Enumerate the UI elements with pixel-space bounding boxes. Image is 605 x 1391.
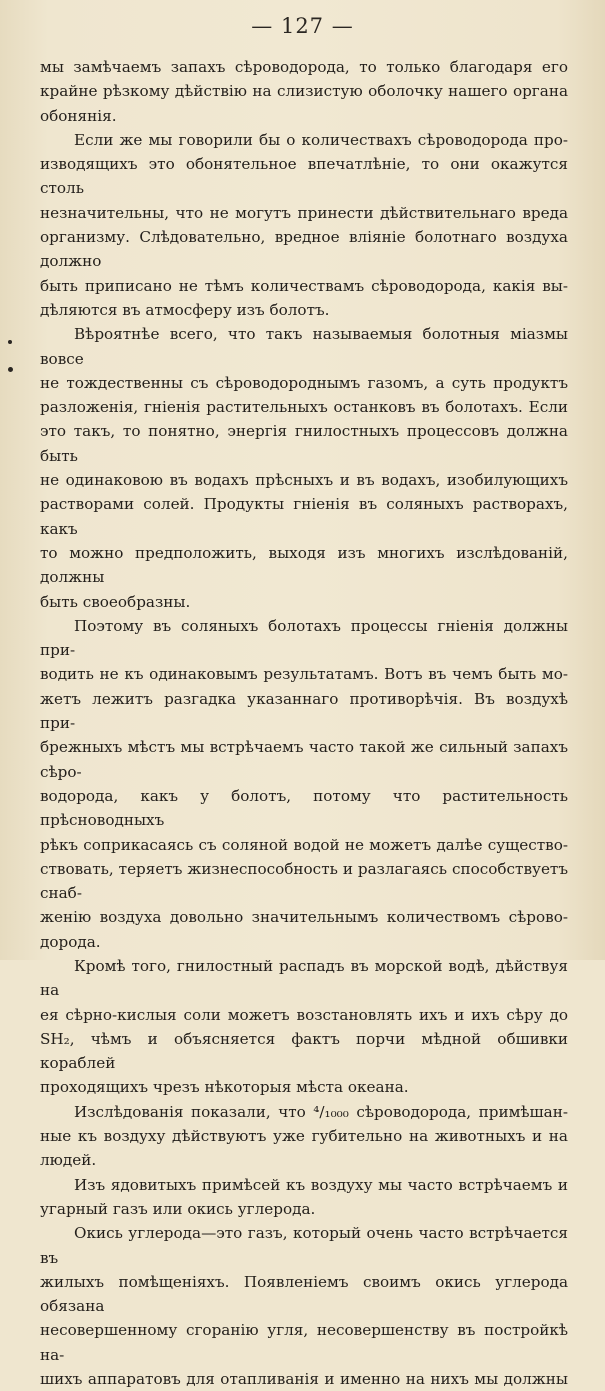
margin-ink-mark [8, 340, 12, 344]
line: дорода. [40, 932, 101, 951]
line: ствовать, теряетъ жизнеспособность и разлагаясь способствуетъ снаб- [40, 859, 568, 903]
line: не тождественны съ сѣроводороднымъ газомъ, а суть продуктъ [40, 373, 568, 392]
line: изводящихъ это обонятельное впечатлѣніе, то они окажутся столь [40, 155, 568, 198]
line: жилыхъ помѣщеніяхъ. Появленіемъ своимъ окись углерода обязана [40, 1272, 568, 1316]
line: рѣкъ соприкасаясь съ соляной водой не можетъ далѣе существо- [40, 835, 568, 854]
line: Изъ ядовитыхъ примѣсей къ воздуху мы часто встрѣчаемъ и [74, 1175, 568, 1194]
line: обонянія. [40, 106, 117, 125]
body-text [40, 55, 568, 1391]
page-number: — 127 — [251, 14, 354, 38]
line: быть своеобразны. [40, 592, 191, 611]
line: жетъ лежитъ разгадка указаннаго противорѣчія. Въ воздухѣ при- [40, 689, 568, 733]
line: это такъ, то понятно, энергія гнилостныхъ процессовъ должна быть [40, 422, 568, 465]
line: мы замѣчаемъ запахъ сѣроводорода, то только благодаря его [40, 58, 568, 76]
line: Окись углерода—это газъ, который очень часто встрѣчается въ [40, 1224, 568, 1267]
line: Поэтому въ соляныхъ болотахъ процессы гніенія должны при- [40, 616, 568, 660]
line: Кромѣ того, гнилостный распадъ въ морской водѣ, дѣйствуя на [40, 956, 568, 1000]
line: дѣляются въ атмосферу изъ болотъ. [40, 300, 330, 319]
line: ея сѣрно-кислыя соли можетъ возстановлять ихъ и ихъ сѣру до [40, 1005, 568, 1024]
line: быть приписано не тѣмъ количествамъ сѣроводорода, какія вы- [40, 276, 568, 295]
line: женію воздуха довольно значительнымъ количествомъ сѣрово- [40, 908, 568, 927]
line: Вѣроятнѣе всего, что такъ называемыя болотныя міазмы вовсе [40, 325, 568, 368]
line: угарный газъ или окись углерода. [40, 1199, 316, 1218]
line: ные къ воздуху дѣйствуютъ уже губительно на животныхъ и на [40, 1127, 568, 1146]
line: людей. [40, 1151, 97, 1170]
line: Если же мы говорили бы о количествахъ сѣроводорода про- [74, 130, 568, 149]
line: растворами солей. Продукты гніенія въ соляныхъ растворахъ, какъ [40, 495, 568, 538]
line: то можно предположить, выходя изъ многихъ изслѣдованій, должны [40, 543, 568, 587]
line: SH₂, чѣмъ и объясняется фактъ порчи мѣдной обшивки кораблей [40, 1029, 568, 1073]
line: крайне рѣзкому дѣйствію на слизистую оболочку нашего органа [40, 82, 568, 101]
margin-ink-mark [8, 367, 13, 372]
line: не одинаковою въ водахъ прѣсныхъ и въ водахъ, изобилующихъ [40, 471, 568, 490]
line: водить не къ одинаковымъ результатамъ. Вотъ въ чемъ быть мо- [40, 665, 568, 684]
line: организму. Слѣдовательно, вредное вліяніе болотнаго воздуха должно [40, 228, 568, 271]
line: проходящихъ чрезъ нѣкоторыя мѣста океана. [40, 1078, 409, 1097]
line: шихъ аппаратовъ для отапливанія и именно на нихъ мы должны [40, 1370, 568, 1389]
line: брежныхъ мѣстъ мы встрѣчаемъ часто такой же сильный запахъ сѣро- [40, 738, 568, 781]
line: водорода, какъ у болотъ, потому что растительность прѣсноводныхъ [40, 786, 568, 830]
line: незначительны, что не могутъ принести дѣйствительнаго вреда [40, 203, 568, 222]
line: разложенія, гніенія растительныхъ останковъ въ болотахъ. Если [40, 398, 568, 417]
line: Изслѣдованія показали, что ⁴/₁₀₀₀ сѣроводорода, примѣшан- [74, 1102, 568, 1121]
line: несовершенному сгоранію угля, несовершенству въ постройкѣ на- [40, 1321, 568, 1364]
